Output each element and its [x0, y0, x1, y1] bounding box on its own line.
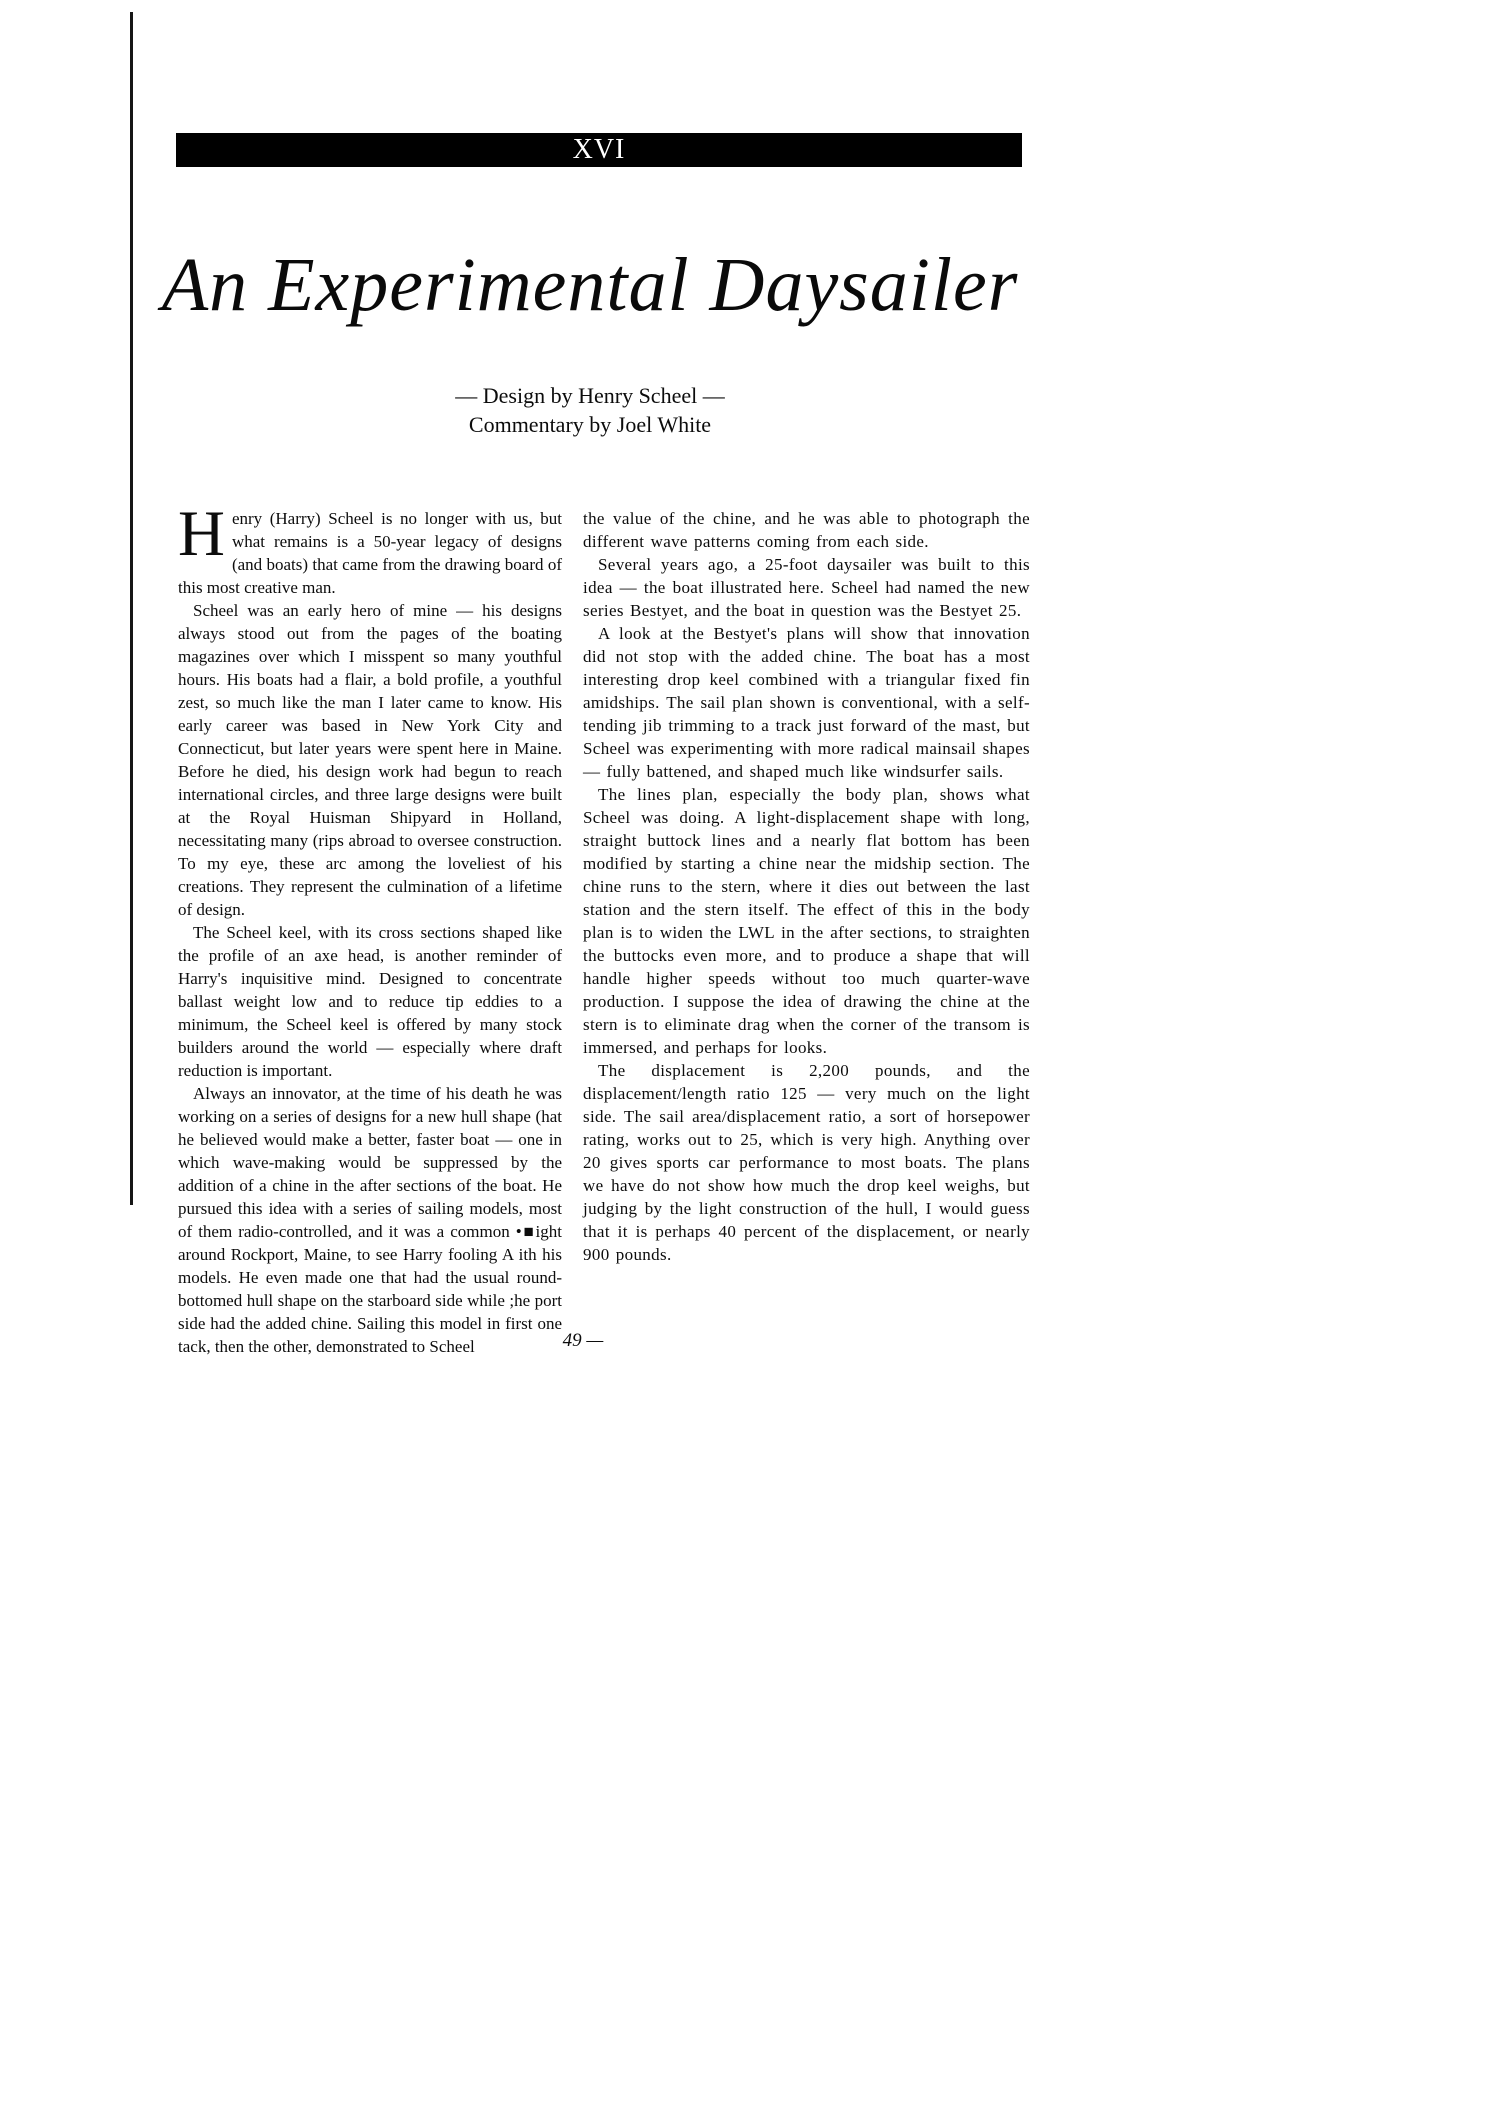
paragraph: The Scheel keel, with its cross sections shaped like the profile of an axe head, is another reminder of Harry's inquisitive mind. Designed to concentrate ballast weight low and to reduce tip eddies to a minimum, the Scheel keel is offered by many stock builders around the world — especially where draft reduction is important. — [178, 923, 562, 1080]
paragraph: The displacement is 2,200 pounds, and the displacement/length ratio 125 — very much on the light side. The sail area/displacement ratio, a sort of horsepower rating, works out to 25, which is very high. Anything over 20 gives sports car performance to most boats. The plans we have do not show how much the drop keel weighs, but judging by the light construction of the hull, I would guess that it is perhaps 40 percent of the displacement, or nearly 900 pounds. — [583, 1061, 1030, 1264]
byline-design: — Design by Henry Scheel — — [455, 383, 725, 408]
paragraph: Several years ago, a 25-foot daysailer was built to this idea — the boat illustrated here. Scheel had named the new series Bestyet, and the boat in question was the Bestyet 25. — [583, 555, 1030, 620]
paragraph: the value of the chine, and he was able to photograph the different wave patterns coming from each side. — [583, 509, 1030, 551]
chapter-banner — [176, 133, 1022, 167]
paragraph: Scheel was an early hero of mine — his designs always stood out from the pages of the boating magazines over which I misspent so many youthful hours. His boats had a flair, a bold profile, a youthful zest, so much like the man I later came to know. His early career was based in New York City and Connecticut, but later years were spent here in Maine. Before he died, his design work had begun to reach international circles, and three large designs were built at the Royal Huisman Shipyard in Holland, necessitating many (rips abroad to oversee construction. To my eye, these arc among the loveliest of his creations. They represent the culmination of a lifetime of design. — [178, 601, 562, 919]
paragraph: The lines plan, especially the body plan, shows what Scheel was doing. A light-displacement shape with long, straight buttock lines and a nearly flat bottom has been modified by starting a chine near the midship section. The chine runs to the stern, where it dies out between the last station and the stern itself. The effect of this in the body plan is to widen the LWL in the after sections, to straighten the buttocks even more, and to produce a shape that will handle higher speeds without too much quarter-wave production. I suppose the idea of drawing the chine at the stern is to eliminate drag when the corner of the transom is immersed, and perhaps for looks. — [583, 785, 1030, 1057]
paragraph: Always an innovator, at the time of his death he was working on a series of designs for a new hull shape (hat he believed would make a better, faster boat — one in which wave-making would be suppressed by the addition of a chine in the after sections of the boat. He pursued this idea with a series of sailing models, most of them radio-controlled, and it was a common •■ight around Rockport, Maine, to see Harry fooling A ith his models. He even made one that had the usual round-bottomed hull shape on the starboard side while ;he port side had the added chine. Sailing this model in first one tack, then the other, demonstrated to Scheel — [178, 1084, 562, 1356]
page-title: An Experimental Daysailer — [161, 243, 1019, 327]
drop-cap: H — [178, 498, 225, 570]
byline-commentary: Commentary by Joel White — [468, 412, 712, 437]
right-column — [583, 507, 1030, 1358]
left-column — [178, 498, 562, 1358]
left-margin-rule — [130, 12, 133, 1205]
chapter-number: XVI — [572, 134, 626, 165]
paragraph: Henry (Harry) Scheel is no longer with us, but what remains is a 50-year legacy of designs (and boats) that came from the drawing board of this most creative man. — [178, 498, 562, 597]
text-columns — [178, 498, 1030, 1358]
page-number: 49 — — [562, 1330, 604, 1351]
paragraph: A look at the Bestyet's plans will show that innovation did not stop with the added chine. The boat has a most interesting drop keel combined with a triangular fixed fin amidships. The sail plan shown is conventional, with a self-tending jib trimming to a track just forward of the mast, but Scheel was experimenting with more radical mainsail shapes — fully battened, and shaped much like windsurfer sails. — [583, 624, 1030, 781]
byline — [160, 381, 1020, 439]
